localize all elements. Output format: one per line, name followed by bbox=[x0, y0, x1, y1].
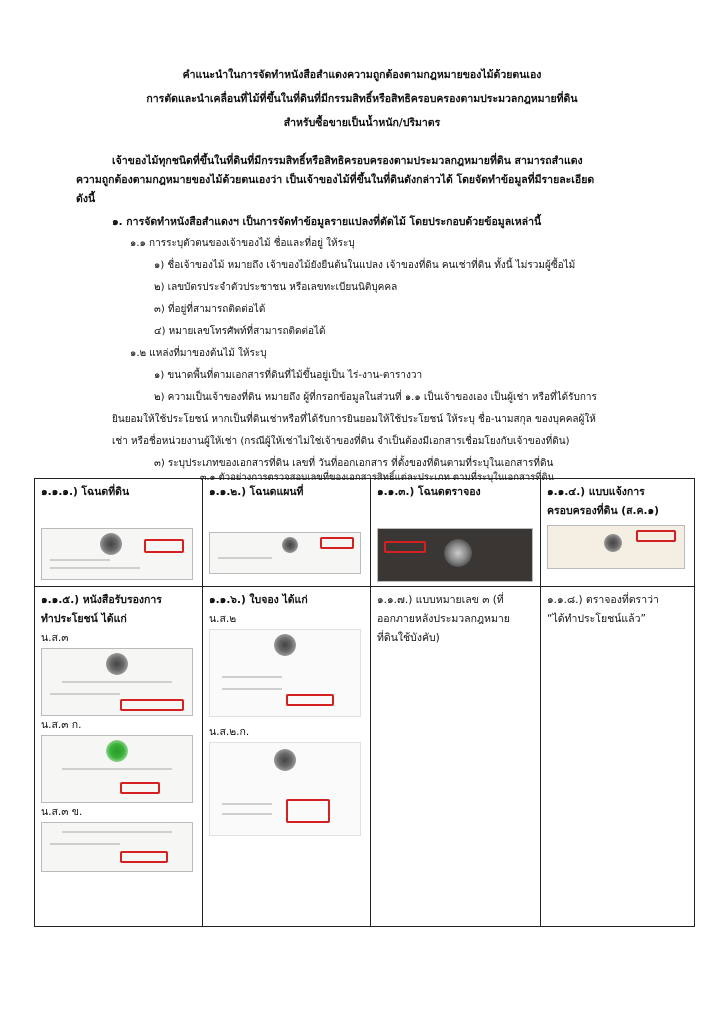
garuda-emblem-icon bbox=[274, 634, 296, 656]
cell-heading: ๑.๑.๔.) แบบแจ้งการ bbox=[547, 486, 645, 498]
ns2a-image-thumbnail bbox=[209, 742, 361, 836]
section-1-1-item: ๔) หมายเลขโทรศัพท์ที่สามารถติดต่อได้ bbox=[154, 326, 326, 337]
ns2-image-thumbnail bbox=[209, 629, 361, 717]
highlight-box bbox=[144, 539, 184, 553]
seal-icon bbox=[444, 539, 472, 567]
cell-1-1-8 bbox=[541, 587, 695, 927]
doc-type-label: น.ส.๓ ก. bbox=[41, 719, 82, 731]
cell-heading: ทำประโยชน์ ได้แก่ bbox=[41, 613, 127, 625]
cell-1-1-5 bbox=[35, 587, 203, 927]
section-1-2-heading: ๑.๒ แหล่งที่มาของต้นไม้ ให้ระบุ bbox=[130, 348, 267, 359]
royal-grant-image-thumbnail bbox=[377, 528, 533, 582]
deed-image-thumbnail bbox=[41, 528, 193, 580]
section-1-2-continuation: เช่า หรือชื่อหน่วยงานผู้ให้เช่า (กรณีผู้ให้เช่าไม่ใช่เจ้าของที่ดิน จำเป็นต้องมีเอกสารเชื่อมโยงกับเจ้าของที่ดิน) bbox=[112, 436, 570, 447]
cell-heading: ๑.๑.๓.) โฉนดตราจอง bbox=[377, 486, 481, 498]
section-1-1-item: ๓) ที่อยู่ที่สามารถติดต่อได้ bbox=[154, 304, 266, 315]
intro-line3: ดังนี้ bbox=[76, 193, 96, 205]
intro-line1: เจ้าของไม้ทุกชนิดที่ขึ้นในที่ดินที่มีกรรมสิทธิ์หรือสิทธิครอบครองตามประมวลกฎหมายที่ดิน สามารถสำแดง bbox=[112, 155, 583, 167]
garuda-emblem-icon bbox=[282, 537, 298, 553]
highlight-box bbox=[384, 541, 426, 553]
cell-1-1-1 bbox=[35, 479, 203, 587]
cell-text: ๑.๑.๗.) แบบหมายเลข ๓ (ที่ bbox=[377, 594, 504, 606]
garuda-emblem-icon bbox=[604, 534, 622, 552]
highlight-box bbox=[286, 694, 334, 706]
section-1-2-continuation: ยินยอมให้ใช้ประโยชน์ หากเป็นที่ดินเช่าหรือที่ได้รับการยินยอมให้ใช้ประโยชน์ ให้ระบุ ชื่อ-นามสกุล ของบุคคลผู้ให้ bbox=[112, 414, 596, 425]
map-deed-image-thumbnail bbox=[209, 532, 361, 574]
section-1-2-item: ๑) ขนาดพื้นที่ตามเอกสารที่ดินที่ไม้ขึ้นอยู่เป็น ไร่-งาน-ตารางวา bbox=[154, 370, 423, 381]
ns3a-image-thumbnail bbox=[41, 735, 193, 803]
cell-1-1-6 bbox=[203, 587, 371, 927]
cell-1-1-4 bbox=[541, 479, 695, 587]
highlight-box bbox=[320, 537, 354, 549]
section-example-caption: ๓.๑ ตัวอย่างการตรวจสอบเลขที่ของเอกสารสิทธิ์แต่ละประเภท ตามที่ระบุในเอกสารที่ดิน bbox=[200, 472, 555, 483]
ns3b-image-thumbnail bbox=[41, 822, 193, 872]
doc-title-line3: สำหรับซื้อขายเป็นน้ำหนัก/ปริมาตร bbox=[283, 117, 441, 129]
cell-text: ที่ดินใช้บังคับ) bbox=[377, 632, 440, 644]
cell-text: “ได้ทำประโยชน์แล้ว” bbox=[547, 613, 646, 625]
doc-title-line2: การตัดและนำเคลื่อนที่ไม้ที่ขึ้นในที่ดินที่มีกรรมสิทธิ์หรือสิทธิครอบครองตามประมวลกฎหมายที่ดิน bbox=[146, 93, 578, 105]
garuda-emblem-icon bbox=[274, 749, 296, 771]
cell-heading: ๑.๑.๑.) โฉนดที่ดิน bbox=[41, 486, 130, 498]
highlight-box bbox=[120, 699, 184, 711]
intro-line2: ความถูกต้องตามกฎหมายของไม้ด้วยตนเองว่า เป็นเจ้าของไม้ที่ขึ้นในที่ดินดังกล่าวได้ โดยจัดทำข้อมูลที่มีรายละเอียด bbox=[76, 174, 595, 186]
cell-1-1-3 bbox=[371, 479, 541, 587]
garuda-emblem-icon bbox=[100, 533, 122, 555]
highlight-box bbox=[286, 799, 330, 823]
section-1-1-heading: ๑.๑ การระบุตัวตนของเจ้าของไม้ ชื่อและที่อยู่ ให้ระบุ bbox=[130, 238, 355, 249]
cell-heading: ครอบครองที่ดิน (ส.ค.๑) bbox=[547, 505, 659, 517]
section-1-1-item: ๒) เลขบัตรประจำตัวประชาชน หรือเลขทะเบียนนิติบุคคล bbox=[154, 282, 398, 293]
highlight-box bbox=[636, 530, 676, 542]
doc-type-label: น.ส.๒ bbox=[209, 613, 237, 625]
green-garuda-emblem-icon bbox=[106, 740, 128, 762]
land-document-table bbox=[34, 478, 695, 927]
doc-type-label: น.ส.๓ ข. bbox=[41, 806, 83, 818]
cell-heading: ๑.๑.๕.) หนังสือรับรองการ bbox=[41, 594, 162, 606]
cell-heading: ๑.๑.๒.) โฉนดแผนที่ bbox=[209, 486, 304, 498]
section-1-1-item: ๑) ชื่อเจ้าของไม้ หมายถึง เจ้าของไม้ยังยืนต้นในแปลง เจ้าของที่ดิน คนเช่าที่ดิน ทั้งนี้ ไม่รวมผู้ซื้อไม้ bbox=[154, 260, 576, 271]
cell-1-1-7 bbox=[371, 587, 541, 927]
section-1-2-item: ๒) ความเป็นเจ้าของที่ดิน หมายถึง ผู้ที่กรอกข้อมูลในส่วนที่ ๑.๑ เป็นเจ้าของเอง เป็นผู้เช่า หรือที่ได้รับการ bbox=[154, 392, 597, 403]
garuda-emblem-icon bbox=[106, 653, 128, 675]
doc-title-line1: คำแนะนำในการจัดทำหนังสือสำแดงความถูกต้องตามกฎหมายของไม้ด้วยตนเอง bbox=[182, 69, 542, 81]
section-1-2-item: ๓) ระบุประเภทของเอกสารที่ดิน เลขที่ วันที่ออกเอกสาร ที่ตั้งของที่ดินตามที่ระบุในเอกสารที่ดิน bbox=[154, 458, 554, 469]
doc-type-label: น.ส.๒.ก. bbox=[209, 726, 250, 738]
doc-type-label: น.ส.๓ bbox=[41, 632, 69, 644]
highlight-box bbox=[120, 851, 168, 863]
cell-heading: ๑.๑.๖.) ใบจอง ได้แก่ bbox=[209, 594, 308, 606]
cell-1-1-2 bbox=[203, 479, 371, 587]
sk1-form-image-thumbnail bbox=[547, 525, 685, 569]
cell-text: ออกภายหลังประมวลกฎหมาย bbox=[377, 613, 510, 625]
cell-text: ๑.๑.๘.) ตราจองที่ตราว่า bbox=[547, 594, 659, 606]
ns3-image-thumbnail bbox=[41, 648, 193, 716]
highlight-box bbox=[120, 782, 160, 794]
section1-heading: ๑. การจัดทำหนังสือสำแดงฯ เป็นการจัดทำข้อมูลรายแปลงที่ตัดไม้ โดยประกอบด้วยข้อมูลเหล่านี้ bbox=[112, 216, 542, 228]
